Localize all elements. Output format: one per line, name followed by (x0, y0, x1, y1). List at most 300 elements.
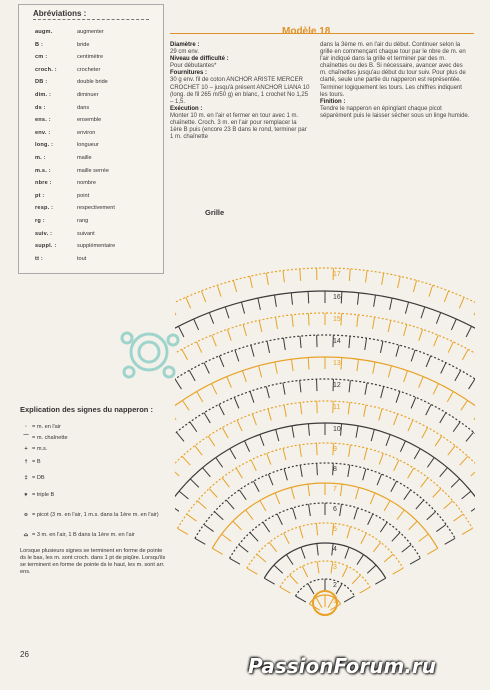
chart-stitch (252, 414, 256, 425)
chart-stitch (455, 370, 461, 380)
legend-text: = B (32, 459, 41, 465)
legend-symbol: ‡ (24, 475, 28, 481)
chart-stitch (209, 489, 217, 498)
chart-stitch (242, 371, 246, 382)
chart-stitch (436, 524, 446, 531)
legend-text: = 3 m. en l'air, 1 B dans la 1ère m. en l'air (32, 532, 135, 538)
chart-stitch (260, 435, 264, 446)
chart-stitch (466, 432, 474, 441)
chart-stitch (460, 456, 468, 465)
chart-stitch (474, 304, 475, 315)
chart-stitch (357, 315, 358, 327)
chart-stitch (197, 391, 203, 401)
page-number: 26 (20, 650, 29, 659)
chart-stitch (275, 317, 277, 329)
chart-round-number: 5 (333, 526, 337, 533)
chart-stitch (404, 490, 411, 500)
chart-stitch (405, 302, 408, 314)
chart-stitch (370, 493, 375, 504)
chart-stitch (250, 276, 253, 288)
chart-stitch (250, 533, 258, 542)
abbreviation-value: respectivement (77, 205, 115, 212)
abbreviation-key: suiv. : (35, 230, 53, 237)
chart-stitch (226, 500, 234, 509)
chart-stitch (426, 404, 431, 415)
chart-stitch (259, 366, 262, 378)
diameter-value: 29 cm env. (170, 49, 199, 56)
chart-stitch (179, 491, 188, 499)
chart-stitch (390, 298, 393, 310)
chart-stitch (448, 446, 455, 455)
chart-stitch (308, 291, 309, 303)
legend-symbol: † (24, 459, 28, 465)
chart-stitch (340, 504, 342, 516)
chart-stitch (357, 555, 364, 565)
chart-stitch (247, 568, 257, 574)
chart-stitch (317, 543, 318, 555)
abbreviation-key: resp. : (35, 205, 54, 212)
chart-stitch (379, 453, 383, 464)
abbreviation-key: rg : (35, 218, 45, 224)
chart-stitch (260, 501, 266, 511)
chart-stitch (347, 527, 350, 539)
chart-stitch (259, 320, 262, 332)
chart-stitch (178, 326, 183, 337)
chart-stitch (413, 280, 416, 292)
instructions-column-1 (170, 42, 310, 141)
chart-stitch (268, 409, 271, 421)
chart-stitch (217, 285, 221, 296)
chart-stitch (388, 366, 391, 378)
chart-stitch (214, 512, 223, 520)
watermark-logo: PassionForum.ru (248, 654, 437, 678)
legend-symbol: ⌓ (23, 532, 29, 538)
chart-stitch (422, 428, 428, 438)
chart-stitch (308, 313, 309, 325)
chart-round-number: 13 (333, 360, 341, 367)
legend-row (20, 435, 170, 442)
chart-stitch (396, 391, 400, 402)
abbreviation-key: env. : (35, 129, 51, 136)
chart-stitch (356, 487, 359, 499)
chart-stitch (380, 522, 387, 532)
chart-stitch (440, 413, 446, 423)
chart-stitch (447, 391, 453, 401)
chart-stitch (454, 514, 464, 521)
chart-round-number: 11 (333, 404, 341, 411)
chart-stitch (219, 404, 224, 415)
chart-stitch (462, 528, 472, 534)
legend-row (20, 424, 170, 431)
crochet-chart-diagram (175, 218, 475, 628)
chart-stitch (275, 493, 280, 504)
legend-text: = picot (3 m. en l'air, 1 m.s. dans la 1ère m. en l'air) (32, 512, 159, 518)
chart-stitch (451, 319, 456, 330)
chart-stitch (471, 504, 475, 511)
chart-stitch (356, 426, 358, 438)
abbreviation-value: diminuer (77, 92, 99, 98)
chart-stitch (317, 443, 318, 455)
chart-stitch (300, 380, 301, 392)
chart-stitch (175, 304, 176, 315)
chart-stitch (393, 568, 403, 574)
chart-stitch (474, 410, 475, 420)
chart-stitch (301, 547, 305, 558)
abbreviations-title: Abréviations : (33, 9, 149, 20)
difficulty-value: Pour débutantes* (170, 63, 217, 70)
chart-round-number: 8 (333, 466, 337, 473)
chart-stitch (341, 291, 342, 303)
legend-text: = triple B (32, 492, 55, 498)
legend-text: = m.s. (32, 446, 48, 452)
abbreviation-key: nbre : (35, 180, 52, 187)
chart-stitch (429, 285, 433, 296)
chart-stitch (316, 597, 322, 607)
chart-stitch (284, 405, 286, 417)
chart-stitch (284, 533, 290, 544)
chart-stitch (440, 468, 448, 477)
abbreviation-value: centimètre (77, 54, 104, 61)
abbreviation-key: m. : (35, 155, 46, 161)
chart-stitch (373, 362, 375, 374)
legend-text: = m. chaînette (32, 435, 68, 441)
chart-stitch (411, 350, 415, 361)
chart-stitch (275, 362, 277, 374)
chart-stitch (175, 410, 176, 420)
chart-stitch (444, 501, 453, 509)
chart-stitch (302, 566, 307, 577)
chart-stitch (427, 548, 437, 554)
chart-stitch (274, 295, 276, 307)
legend-text: = DB (32, 475, 45, 481)
chart-stitch (427, 458, 434, 468)
chart-round-arc (247, 523, 403, 568)
chart-round-arc (175, 313, 475, 464)
chart-stitch (349, 445, 351, 457)
chart-stitch (345, 547, 349, 558)
chart-stitch (266, 386, 269, 398)
chart-stitch (204, 524, 214, 531)
chart-stitch (426, 356, 431, 367)
legend-row (20, 475, 170, 482)
chart-stitch (266, 273, 268, 285)
chart-stitch (176, 432, 184, 441)
chart-stitch (365, 383, 367, 395)
abbreviation-value: dans (77, 104, 90, 111)
chart-stitch (404, 324, 407, 336)
legend-note: Lorsque plusieurs signes se terminent en forme de pointe ds le bas, les m. sont croch. dans 1 pt de piqûre. Lorsqu'ils se terminent en forme de pointe ds le haut, les m. sont arr. ens. (20, 548, 166, 575)
chart-stitch (250, 391, 254, 402)
chart-stitch (186, 297, 191, 308)
chart-stitch (462, 491, 471, 499)
chart-stitch (274, 565, 283, 573)
chart-round-arc (175, 357, 475, 486)
chart-stitch (236, 468, 242, 478)
chart-stitch (365, 338, 367, 350)
chart-round-number: 7 (333, 486, 337, 493)
chart-stitch (451, 479, 460, 487)
abbreviation-value: bride (77, 41, 90, 48)
chart-stitch (349, 336, 350, 348)
chart-stitch (195, 446, 202, 455)
abbreviation-key: B : (35, 41, 44, 48)
chart-stitch (308, 424, 309, 436)
chart-stitch (411, 397, 416, 408)
chart-stitch (344, 596, 354, 602)
legend-symbol: ο (24, 512, 28, 518)
abbreviation-value: double bride (77, 79, 108, 86)
diameter-label: Diamètre : (170, 42, 200, 48)
abbreviation-value: rang (77, 218, 89, 224)
chart-stitch (388, 320, 391, 332)
supplies-label: Fournitures : (170, 70, 207, 77)
chart-round-number: 4 (333, 546, 337, 553)
legend-symbol: ⌒ (23, 435, 29, 441)
chart-stitch (300, 445, 302, 457)
chart-stitch (267, 341, 270, 353)
chart-stitch (241, 302, 244, 314)
chart-stitch (251, 460, 256, 471)
chart-stitch (211, 384, 216, 395)
chart-stitch (280, 587, 290, 593)
chart-stitch (197, 501, 206, 509)
chart-stitch (377, 474, 382, 485)
chart-stitch (409, 521, 418, 529)
chart-stitch (225, 307, 229, 318)
chart-stitch (386, 435, 390, 446)
chart-stitch (222, 428, 228, 438)
chart-stitch (316, 523, 317, 535)
chart-stitch (371, 430, 374, 442)
chart-stitch (410, 558, 420, 564)
legend-row (20, 446, 170, 453)
chart-stitch (283, 383, 285, 395)
chart-round-number: 17 (333, 271, 341, 278)
chart-stitch (197, 342, 202, 353)
chart-stitch (234, 397, 239, 408)
abbreviation-key: cm : (35, 54, 48, 61)
chart-stitch (246, 510, 253, 520)
chart-round-number: 14 (333, 338, 341, 345)
chart-stitch (182, 400, 189, 410)
chart-stitch (237, 420, 242, 431)
chart-stitch (408, 468, 414, 478)
chart-stitch (194, 319, 199, 330)
chart-stitch (201, 291, 205, 302)
chart-stitch (368, 514, 373, 525)
chart-stitch (349, 380, 350, 392)
abbreviation-key: augm. (35, 29, 53, 35)
chart-stitch (419, 329, 423, 340)
chart-stitch (216, 458, 223, 468)
chart-stitch (434, 335, 439, 346)
chart-stitch (419, 534, 429, 541)
supplies-text: 30 g env. fil de coton ANCHOR ARISTE MERCER CROCHET 10 – jusqu'à présent ANCHOR LIANA 10 (long. de fil 265 m/50 g) en blanc, 1 crochet No 1,25 – 1,5. (170, 77, 310, 105)
finish-label: Finition : (320, 98, 346, 105)
legend-row (20, 459, 170, 466)
chart-stitch (175, 504, 179, 511)
chart-stitch (397, 510, 404, 520)
chart-stitch (264, 578, 274, 584)
chart-stitch (204, 363, 209, 374)
abbreviation-key: tt : (35, 255, 43, 262)
chart-stitch (391, 481, 397, 492)
chart-stitch (209, 313, 213, 324)
chart-stitch (408, 420, 413, 431)
chart-stitch (187, 514, 197, 521)
chart-stitch (398, 276, 401, 288)
abbreviation-value: maille (77, 155, 92, 161)
chart-stitch (309, 504, 311, 516)
chart-stitch (190, 479, 199, 487)
abbreviation-key: long. : (35, 142, 54, 149)
chart-stitch (300, 269, 301, 281)
abbreviation-value: longueur (77, 142, 99, 149)
chart-stitch (404, 371, 408, 382)
chart-stitch (283, 338, 285, 350)
chart-stitch (182, 349, 188, 360)
legend-title: Explication des signes du napperon : (20, 405, 153, 414)
chart-stitch (384, 554, 393, 562)
chart-stitch (292, 508, 296, 519)
chart-stitch (283, 271, 284, 283)
chart-stitch (230, 449, 236, 459)
legend-symbol: ⧧ (24, 492, 28, 498)
legend-row (20, 512, 170, 519)
chart-stitch (421, 478, 428, 488)
chart-stitch (239, 545, 248, 552)
chart-stitch (444, 291, 448, 302)
execution-label: Exécution : (170, 105, 203, 112)
chart-stitch (382, 273, 384, 285)
chart-stitch (291, 359, 293, 371)
chart-stitch (276, 430, 279, 442)
chart-stitch (286, 555, 293, 565)
abbreviation-value: environ (77, 129, 96, 136)
chart-stitch (292, 315, 293, 327)
chart-stitch (290, 575, 298, 584)
chart-round-number: 15 (333, 316, 341, 323)
chart-stitch (341, 313, 342, 325)
chart-stitch (195, 538, 205, 544)
chart-stitch (258, 298, 261, 310)
model-title: Modèle 18 (282, 26, 331, 37)
abbreviation-value: suivant (77, 230, 95, 237)
chart-stitch (453, 422, 460, 432)
chart-stitch (190, 422, 197, 432)
chart-stitch (291, 293, 292, 305)
chart-stitch (233, 521, 242, 529)
chart-stitch (284, 469, 287, 481)
abbreviation-key: croch. : (35, 66, 57, 73)
chart-stitch (466, 326, 471, 337)
chart-stitch (277, 514, 282, 525)
chart-stitch (233, 280, 236, 292)
chart-stitch (175, 379, 181, 389)
chart-stitch (469, 379, 475, 389)
chart-stitch (317, 562, 319, 574)
abbreviation-key: DB : (35, 79, 48, 86)
chart-stitch (222, 534, 232, 541)
chart-stitch (459, 297, 464, 308)
chart-stitch (357, 359, 359, 371)
chart-stitch (441, 363, 446, 374)
abbreviation-key: ds : (35, 104, 46, 111)
chart-stitch (267, 453, 271, 464)
chart-stitch (394, 414, 398, 425)
abbreviation-value: maille serrée (77, 167, 110, 174)
chart-stitch (374, 295, 376, 307)
chart-round-number: 6 (333, 506, 337, 513)
chart-stitch (384, 501, 390, 511)
chart-round-number: 2 (333, 582, 337, 589)
chart-stitch (178, 528, 188, 534)
chart-stitch (283, 448, 286, 460)
chart-stitch (308, 484, 310, 496)
chart-stitch (308, 358, 309, 370)
chart-stitch (291, 487, 294, 499)
chart-stitch (361, 533, 367, 544)
chart-stitch (448, 342, 453, 353)
chart-stitch (204, 413, 210, 423)
chart-stitch (263, 522, 270, 532)
chart-stitch (268, 474, 273, 485)
chart-stitch (182, 456, 190, 465)
legend-row (20, 492, 170, 499)
abbreviation-value: supplémentaire (77, 243, 116, 250)
chart-stitch (300, 527, 303, 539)
chart-stitch (357, 293, 358, 305)
chart-stitch (342, 566, 347, 577)
chart-stitch (375, 578, 385, 584)
chart-stitch (373, 317, 375, 329)
legend-row (20, 532, 170, 539)
chart-stitch (257, 554, 266, 562)
abbreviation-value: augmenter (77, 29, 104, 35)
abbreviation-value: nombre (77, 180, 96, 187)
chart-stitch (300, 336, 301, 348)
abbreviation-value: ensemble (77, 117, 102, 124)
chart-stitch (239, 490, 246, 500)
chart-stitch (203, 468, 211, 477)
chart-stitch (292, 426, 294, 438)
chart-stitch (336, 584, 342, 594)
legend-symbol: + (24, 446, 28, 452)
chart-stitch (363, 469, 366, 481)
continuation-text: dans la 3ème m. en l'air du début. Continuer selon la grille en commençant chaque tour par le nbre de m. en l'air indiqué dans la grille et terminer par des m. chaînettes ou des B. Si nécessaire, avancer avec des m. chaînettes jusqu'au début du tour suiv. Pour plus de clarté, seule une partie du napperon est représentée. Terminer logiquement les tours. Les chiffres indiquent les tours. (320, 42, 466, 98)
chart-stitch (427, 512, 436, 520)
chart-stitch (354, 508, 358, 519)
chart-stitch (433, 384, 438, 395)
chart-stitch (419, 377, 424, 388)
chart-round-number: 12 (333, 382, 341, 389)
chart-stitch (435, 436, 442, 446)
chart-round-number: 10 (333, 426, 341, 433)
abbreviation-key: ens. : (35, 117, 51, 124)
chart-stitch (296, 596, 306, 602)
chart-stitch (230, 558, 240, 564)
chart-stitch (189, 370, 195, 380)
finish-text: Tendre le napperon en épinglant chaque picot séparément puis le laisser sécher sous un linge humide. (320, 105, 470, 119)
chart-round-arc (175, 335, 475, 475)
chart-stitch (341, 358, 342, 370)
abbreviation-value: tout (77, 255, 87, 262)
chart-stitch (269, 542, 276, 551)
abbreviation-value: crocheter (77, 66, 101, 73)
chart-stitch (352, 575, 360, 584)
chart-stitch (300, 465, 302, 477)
execution-text: Monter 10 m. en l'air et fermer en tour avec 1 m. chaînette. Croch. 3 m. en l'air pour remplacer la 1ère B puis (encore 23 B dans le rond, terminer par 1 m. chaînette (170, 112, 307, 141)
